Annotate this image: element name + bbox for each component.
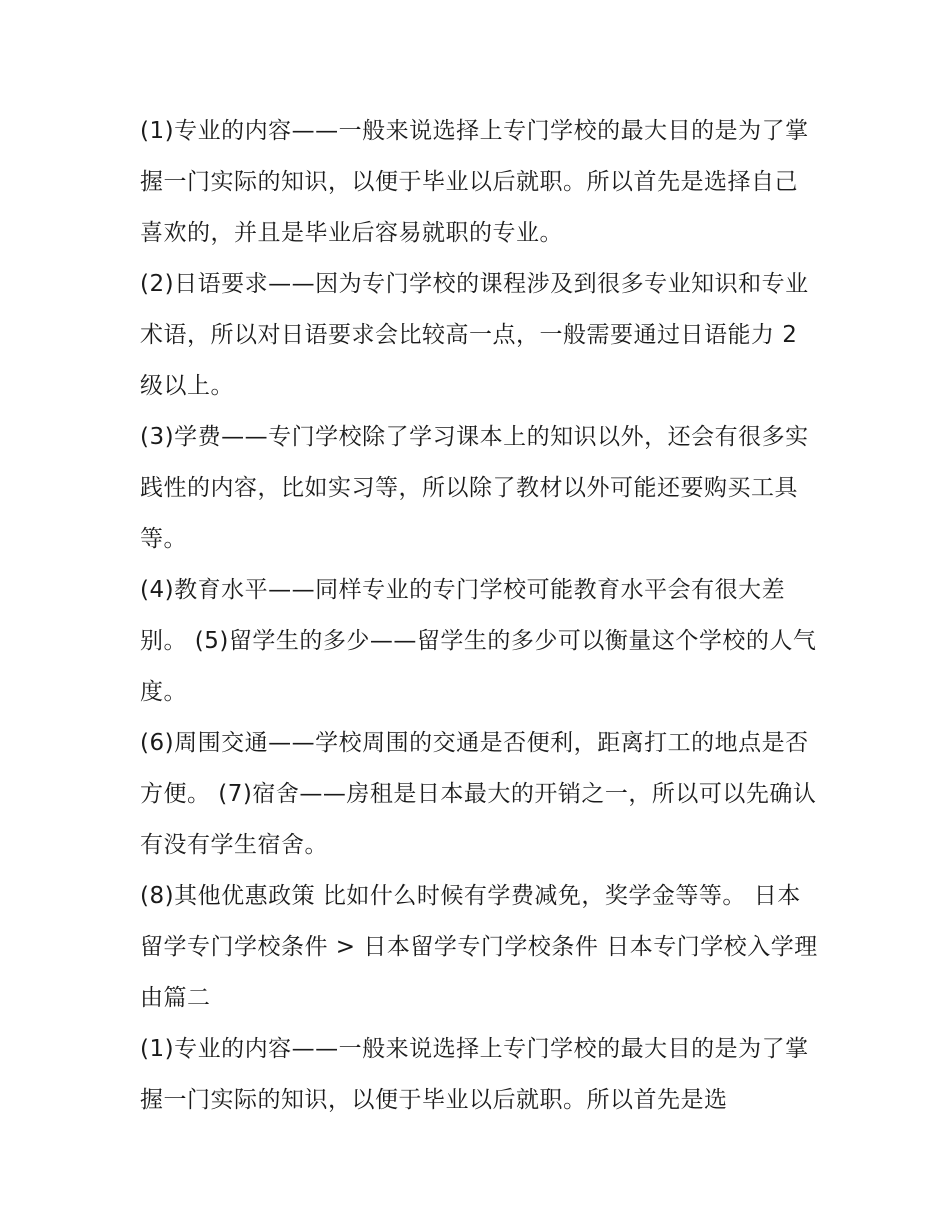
paragraph-5: (6)周围交通——学校周围的交通是否便利，距离打工的地点是否方便。 (7)宿舍——房租是日本最大的开销之一，所以可以先确认有没有学生宿舍。 <box>140 730 817 858</box>
paragraph-3: (3)学费——专门学校除了学习课本上的知识以外，还会有很多实践性的内容，比如实习等，所以除了教材以外可能还要购买工具等。 <box>140 424 809 552</box>
paragraph-7: (1)专业的内容——一般来说选择上专门学校的最大目的是为了掌握一门实际的知识，以便于毕业以后就职。所以首先是选 <box>140 1036 809 1113</box>
paragraph-4: (4)教育水平——同样专业的专门学校可能教育水平会有很大差别。 (5)留学生的多少——留学生的多少可以衡量这个学校的人气度。 <box>140 577 817 705</box>
paragraph-2: (2)日语要求——因为专门学校的课程涉及到很多专业知识和专业术语，所以对日语要求会比较高一点，一般需要通过日语能力 2 级以上。 <box>140 271 809 399</box>
paragraph-6: (8)其他优惠政策 比如什么时候有学费减免，奖学金等等。 日本留学专门学校条件 > 日本留学专门学校条件 日本专门学校入学理由篇二 <box>140 883 818 1011</box>
document-body <box>140 106 820 1126</box>
paragraph-1: (1)专业的内容——一般来说选择上专门学校的最大目的是为了掌握一门实际的知识，以便于毕业以后就职。所以首先是选择自己喜欢的，并且是毕业后容易就职的专业。 <box>140 118 809 246</box>
